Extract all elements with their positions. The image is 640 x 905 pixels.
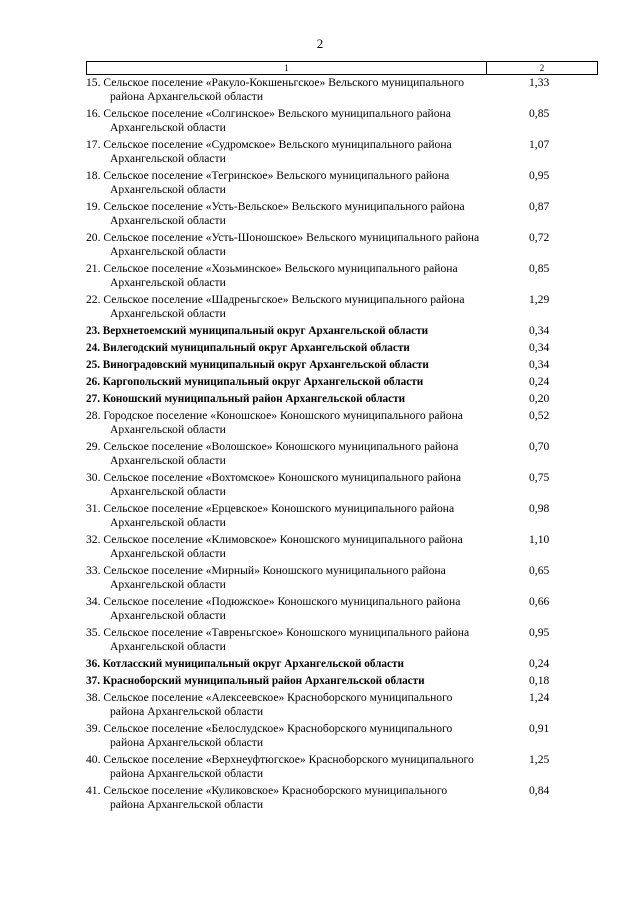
row-name: 15. Сельское поселение «Ракуло-Кокшеньгское» Вельского муниципального района Архангельской области xyxy=(86,76,465,104)
row-name: 34. Сельское поселение «Подюжское» Коношского муниципального района Архангельской области xyxy=(86,595,461,623)
table-row xyxy=(86,169,598,197)
column-header-2: 2 xyxy=(539,63,545,73)
table-body xyxy=(86,76,598,815)
row-name: 18. Сельское поселение «Тегринское» Вельского муниципального района Архангельской области xyxy=(86,169,450,197)
row-value: 0,20 xyxy=(529,392,550,405)
row-name: 41. Сельское поселение «Куликовское» Красноборского муниципального района Архангельской области xyxy=(86,784,448,812)
row-value: 0,24 xyxy=(529,375,550,388)
row-name: 16. Сельское поселение «Солгинское» Вельского муниципального района Архангельской области xyxy=(86,107,451,135)
row-value: 1,25 xyxy=(529,753,550,766)
table-row xyxy=(86,674,598,688)
table-row xyxy=(86,392,598,406)
row-name: 33. Сельское поселение «Мирный» Коношского муниципального района Архангельской области xyxy=(86,564,446,592)
table-row xyxy=(86,231,598,259)
row-name: 27. Коношский муниципальный район Архангельской области xyxy=(86,393,406,405)
row-value: 0,18 xyxy=(529,674,550,687)
table-row xyxy=(86,375,598,389)
row-value: 0,95 xyxy=(529,169,550,182)
row-name: 37. Красноборский муниципальный район Архангельской области xyxy=(86,675,425,687)
row-name: 25. Виноградовский муниципальный округ Архангельской области xyxy=(86,359,429,371)
row-value: 0,34 xyxy=(529,324,550,337)
table-row xyxy=(86,595,598,623)
table-row xyxy=(86,324,598,338)
table-row xyxy=(86,341,598,355)
row-name: 30. Сельское поселение «Вохтомское» Коношского муниципального района Архангельской области xyxy=(86,471,462,499)
table-row xyxy=(86,691,598,719)
row-name: 26. Каргопольский муниципальный округ Архангельской области xyxy=(86,376,424,388)
table-row xyxy=(86,502,598,530)
row-value: 1,29 xyxy=(529,293,550,306)
row-value: 0,66 xyxy=(529,595,550,608)
row-value: 1,07 xyxy=(529,138,550,151)
row-value: 0,91 xyxy=(529,722,550,735)
row-value: 0,34 xyxy=(529,358,550,371)
table-row xyxy=(86,293,598,321)
row-value: 0,75 xyxy=(529,471,550,484)
row-name: 32. Сельское поселение «Климовское» Коношского муниципального района Архангельской области xyxy=(86,533,463,561)
row-value: 0,24 xyxy=(529,657,550,670)
table-row xyxy=(86,533,598,561)
table-row xyxy=(86,722,598,750)
table-row xyxy=(86,138,598,166)
row-value: 0,98 xyxy=(529,502,550,515)
row-name: 23. Верхнетоемский муниципальный округ Архангельской области xyxy=(86,325,429,337)
table-row xyxy=(86,358,598,372)
row-value: 0,72 xyxy=(529,231,550,244)
row-name: 35. Сельское поселение «Тавреньгское» Коношского муниципального района Архангельской области xyxy=(86,626,470,654)
table-row xyxy=(86,200,598,228)
table-row xyxy=(86,107,598,135)
row-value: 1,24 xyxy=(529,691,550,704)
row-name: 39. Сельское поселение «Белослудское» Красноборского муниципального района Архангельской области xyxy=(86,722,453,750)
row-value: 0,70 xyxy=(529,440,550,453)
row-name: 36. Котласский муниципальный округ Архангельской области xyxy=(86,658,404,670)
table-row xyxy=(86,76,598,104)
row-name: 19. Сельское поселение «Усть-Вельское» Вельского муниципального района Архангельской области xyxy=(86,200,465,228)
row-value: 0,87 xyxy=(529,200,550,213)
table-row xyxy=(86,784,598,812)
column-header-1: 1 xyxy=(87,62,487,74)
table-row xyxy=(86,753,598,781)
row-name: 24. Вилегодский муниципальный округ Архангельской области xyxy=(86,342,410,354)
row-name: 21. Сельское поселение «Хозьминское» Вельского муниципального района Архангельской области xyxy=(86,262,458,290)
table-row xyxy=(86,471,598,499)
row-value: 0,95 xyxy=(529,626,550,639)
row-value: 0,65 xyxy=(529,564,550,577)
row-value: 1,10 xyxy=(529,533,550,546)
row-value: 1,33 xyxy=(529,76,550,89)
row-name: 20. Сельское поселение «Усть-Шоношское» Вельского муниципального района Архангельской области xyxy=(86,231,480,259)
table-row xyxy=(86,626,598,654)
row-name: 38. Сельское поселение «Алексеевское» Красноборского муниципального района Архангельской области xyxy=(86,691,453,719)
table-row xyxy=(86,564,598,592)
table-row xyxy=(86,262,598,290)
row-name: 40. Сельское поселение «Верхнеуфтюгское» Красноборского муниципального района Архангельской области xyxy=(86,753,474,781)
table-row xyxy=(86,657,598,671)
row-name: 22. Сельское поселение «Шадреньгское» Вельского муниципального района Архангельской области xyxy=(86,293,465,321)
row-name: 29. Сельское поселение «Волошское» Коношского муниципального района Архангельской области xyxy=(86,440,459,468)
page-number: 2 xyxy=(316,36,324,51)
row-value: 0,84 xyxy=(529,784,550,797)
table-row xyxy=(86,409,598,437)
row-value: 0,52 xyxy=(529,409,550,422)
row-name: 28. Городское поселение «Коношское» Коношского муниципального района Архангельской области xyxy=(86,409,463,437)
row-value: 0,85 xyxy=(529,107,550,120)
row-name: 17. Сельское поселение «Судромское» Вельского муниципального района Архангельской области xyxy=(86,138,452,166)
table-row xyxy=(86,440,598,468)
table-header-row xyxy=(86,61,598,75)
row-value: 0,34 xyxy=(529,341,550,354)
row-name: 31. Сельское поселение «Ерцевское» Коношского муниципального района Архангельской области xyxy=(86,502,455,530)
row-value: 0,85 xyxy=(529,262,550,275)
